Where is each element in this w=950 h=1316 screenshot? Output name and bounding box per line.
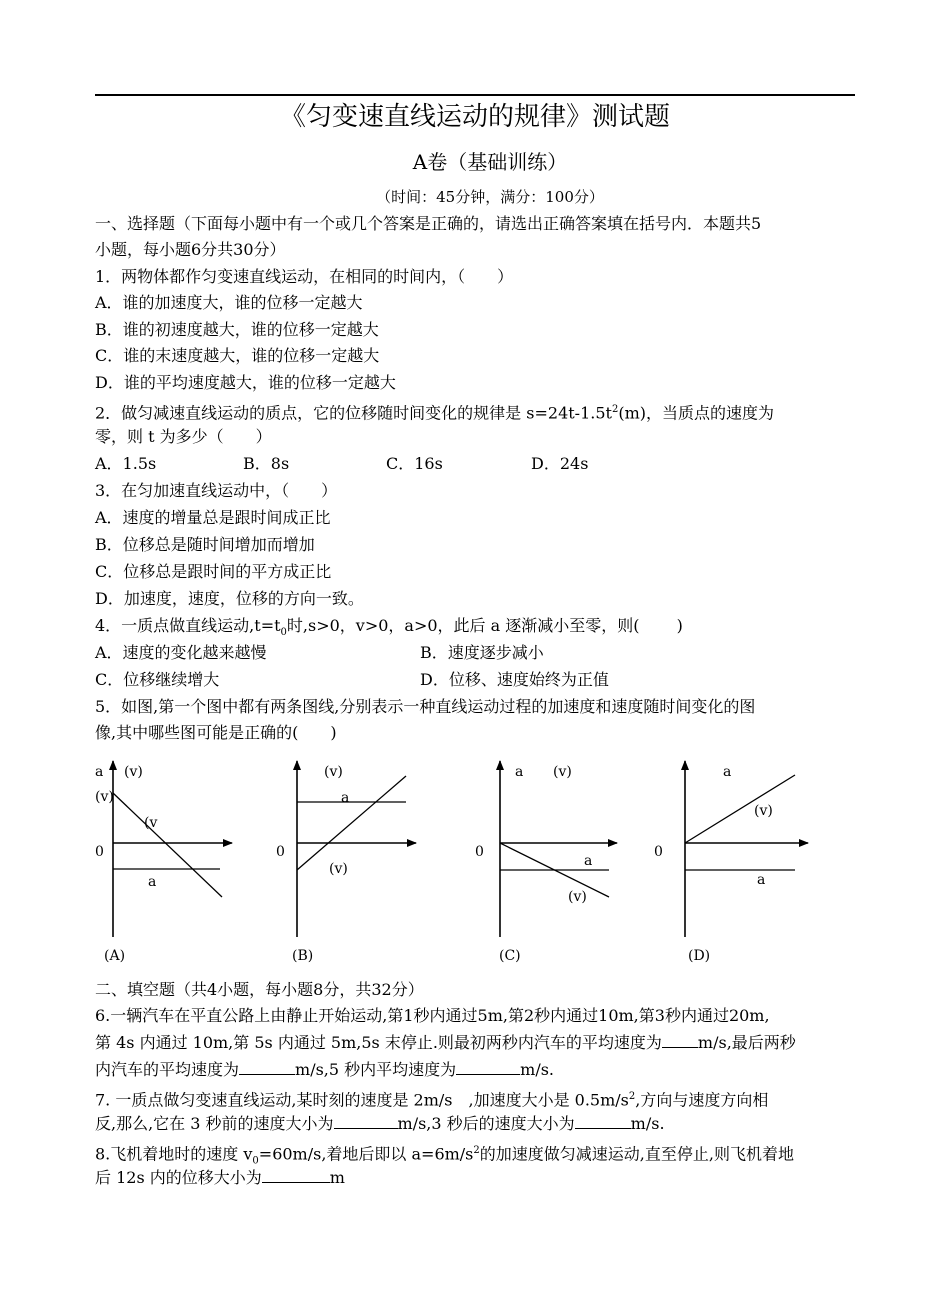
graph-c-caption: (C) bbox=[499, 948, 521, 964]
q4-option-b: B．速度逐步减小 bbox=[420, 643, 544, 662]
graph-d-label-zero: 0 bbox=[654, 844, 663, 860]
graph-c-label-a: a bbox=[515, 764, 524, 780]
graph-b-caption: (B) bbox=[292, 948, 314, 964]
q4-option-c: C．位移继续增大 bbox=[95, 670, 220, 689]
q6-line1: 6.一辆汽车在平直公路上由静止开始运动,第1秒内通过5m,第2秒内通过10m,第3秒内通过20m, bbox=[95, 1006, 770, 1025]
graph-c-label-a-line: a bbox=[584, 853, 593, 869]
q6-line3: 内汽车的平均速度为 m/s,5 秒内平均速度为 m/s. bbox=[95, 1060, 555, 1079]
q1-stem: 1．两物体都作匀变速直线运动，在相同的时间内，（ ） bbox=[95, 267, 514, 286]
q8-line2: 后 12s 内的位移大小为 m bbox=[95, 1168, 345, 1187]
graph-d-label-a-line: a bbox=[757, 872, 766, 888]
q7-blank-1[interactable] bbox=[334, 1112, 398, 1129]
exam-meta: （时间：45分钟，满分：100分） bbox=[376, 188, 604, 206]
q6-line2: 第 4s 内通过 10m,第 5s 内通过 5m,5s 末停止.则最初两秒内汽车的平均速度为 m/s,最后两秒 bbox=[95, 1033, 796, 1052]
graph-b-label-a-line: a bbox=[341, 790, 350, 806]
q1-option-b: B．谁的初速度越大，谁的位移一定越大 bbox=[95, 320, 379, 339]
page-title: 《匀变速直线运动的规律》测试题 bbox=[279, 102, 670, 132]
graph-d-v-line bbox=[685, 775, 795, 843]
q2-option-c: C．16s bbox=[386, 454, 443, 473]
graph-a-label-a-line: a bbox=[148, 874, 157, 890]
graph-d-label-v-line: (v) bbox=[754, 803, 773, 819]
graph-a-label-v-top: (v) bbox=[124, 764, 143, 780]
q8-line1: 8.飞机着地时的速度 $v_0=60m/s$,着地后即以 $a=6m/s^2$的加速度做匀减速运动,直至停止,则飞机着地 bbox=[95, 1144, 794, 1167]
q4-option-a: A．速度的变化越来越慢 bbox=[95, 643, 267, 662]
graph-b-v-line bbox=[297, 776, 406, 870]
q6-blank-1[interactable] bbox=[662, 1031, 698, 1048]
section1-heading-line1: 一、选择题（下面每小题中有一个或几个答案是正确的，请选出正确答案填在括号内．本题共5 bbox=[95, 214, 762, 233]
section1-heading-line2: 小题，每小题6分共30分） bbox=[95, 240, 286, 259]
q5-stem-line1: 5．如图,第一个图中都有两条图线,分别表示一种直线运动过程的加速度和速度随时间变化的图 bbox=[95, 697, 756, 716]
q6-blank-2[interactable] bbox=[239, 1058, 295, 1075]
section2-heading: 二、填空题（共4小题，每小题8分，共32分） bbox=[95, 980, 424, 999]
q7-blank-2[interactable] bbox=[575, 1112, 631, 1129]
graph-a-v-line bbox=[113, 793, 222, 897]
graph-a-label-v-line: (v bbox=[144, 815, 158, 831]
paper-subtitle: A卷（基础训练） bbox=[412, 150, 568, 174]
q7-line1: 7. 一质点做匀变速直线运动,某时刻的速度是 2m/s ,加速度大小是 $0.5m/s^2$,方向与速度方向相 bbox=[95, 1090, 769, 1110]
q3-option-a: A．速度的增量总是跟时间成正比 bbox=[95, 508, 331, 527]
q3-option-d: D．加速度，速度，位移的方向一致。 bbox=[95, 589, 364, 608]
q7-line2: 反,那么,它在 3 秒前的速度大小为 m/s,3 秒后的速度大小为 m/s. bbox=[95, 1114, 665, 1133]
graph-c-label-v-top: (v) bbox=[553, 764, 572, 780]
q5-graphs bbox=[0, 755, 950, 975]
q2-stem-line1: 2．做匀减速直线运动的质点，它的位移随时间变化的规律是 $s=24t-1.5t^2(m)$，当质点的速度为 bbox=[95, 403, 775, 423]
q2-option-a: A．1.5s bbox=[95, 454, 157, 473]
q2-stem-line2: 零，则 t 为多少（ ） bbox=[95, 427, 272, 446]
q3-stem: 3．在匀加速直线运动中，（ ） bbox=[95, 481, 338, 500]
q4-stem: 4．一质点做直线运动$,t=t_0$时,s>0，v>0，a>0，此后 a 逐渐减小至零，则( ) bbox=[95, 616, 683, 639]
graph-b-label-v-top: (v) bbox=[324, 764, 343, 780]
q3-option-b: B．位移总是随时间增加而增加 bbox=[95, 535, 315, 554]
graph-c-label-zero: 0 bbox=[475, 844, 484, 860]
graph-b-label-v-line: (v) bbox=[329, 861, 348, 877]
graph-d-caption: (D) bbox=[688, 948, 711, 964]
graph-d-label-a: a bbox=[723, 764, 732, 780]
q3-option-c: C．位移总是跟时间的平方成正比 bbox=[95, 562, 332, 581]
graph-a-caption: (A) bbox=[104, 948, 126, 964]
graph-a-label-zero: 0 bbox=[95, 844, 104, 860]
top-rule bbox=[95, 94, 855, 96]
graph-a-label-a: a bbox=[95, 764, 104, 780]
q2-option-d: D．24s bbox=[531, 454, 589, 473]
q2-option-b: B．8s bbox=[243, 454, 290, 473]
q4-option-d: D．位移、速度始终为正值 bbox=[420, 670, 609, 689]
graph-a-label-v-intercept: (v) bbox=[95, 789, 114, 805]
q1-option-c: C．谁的末速度越大，谁的位移一定越大 bbox=[95, 346, 380, 365]
q8-blank-1[interactable] bbox=[262, 1166, 330, 1183]
q5-stem-line2: 像,其中哪些图可能是正确的( ) bbox=[95, 723, 337, 742]
q1-option-d: D．谁的平均速度越大，谁的位移一定越大 bbox=[95, 373, 396, 392]
q6-blank-3[interactable] bbox=[456, 1058, 520, 1075]
graph-b-label-zero: 0 bbox=[276, 844, 285, 860]
q1-option-a: A．谁的加速度大，谁的位移一定越大 bbox=[95, 293, 363, 312]
graph-c-label-v-line: (v) bbox=[568, 889, 587, 905]
